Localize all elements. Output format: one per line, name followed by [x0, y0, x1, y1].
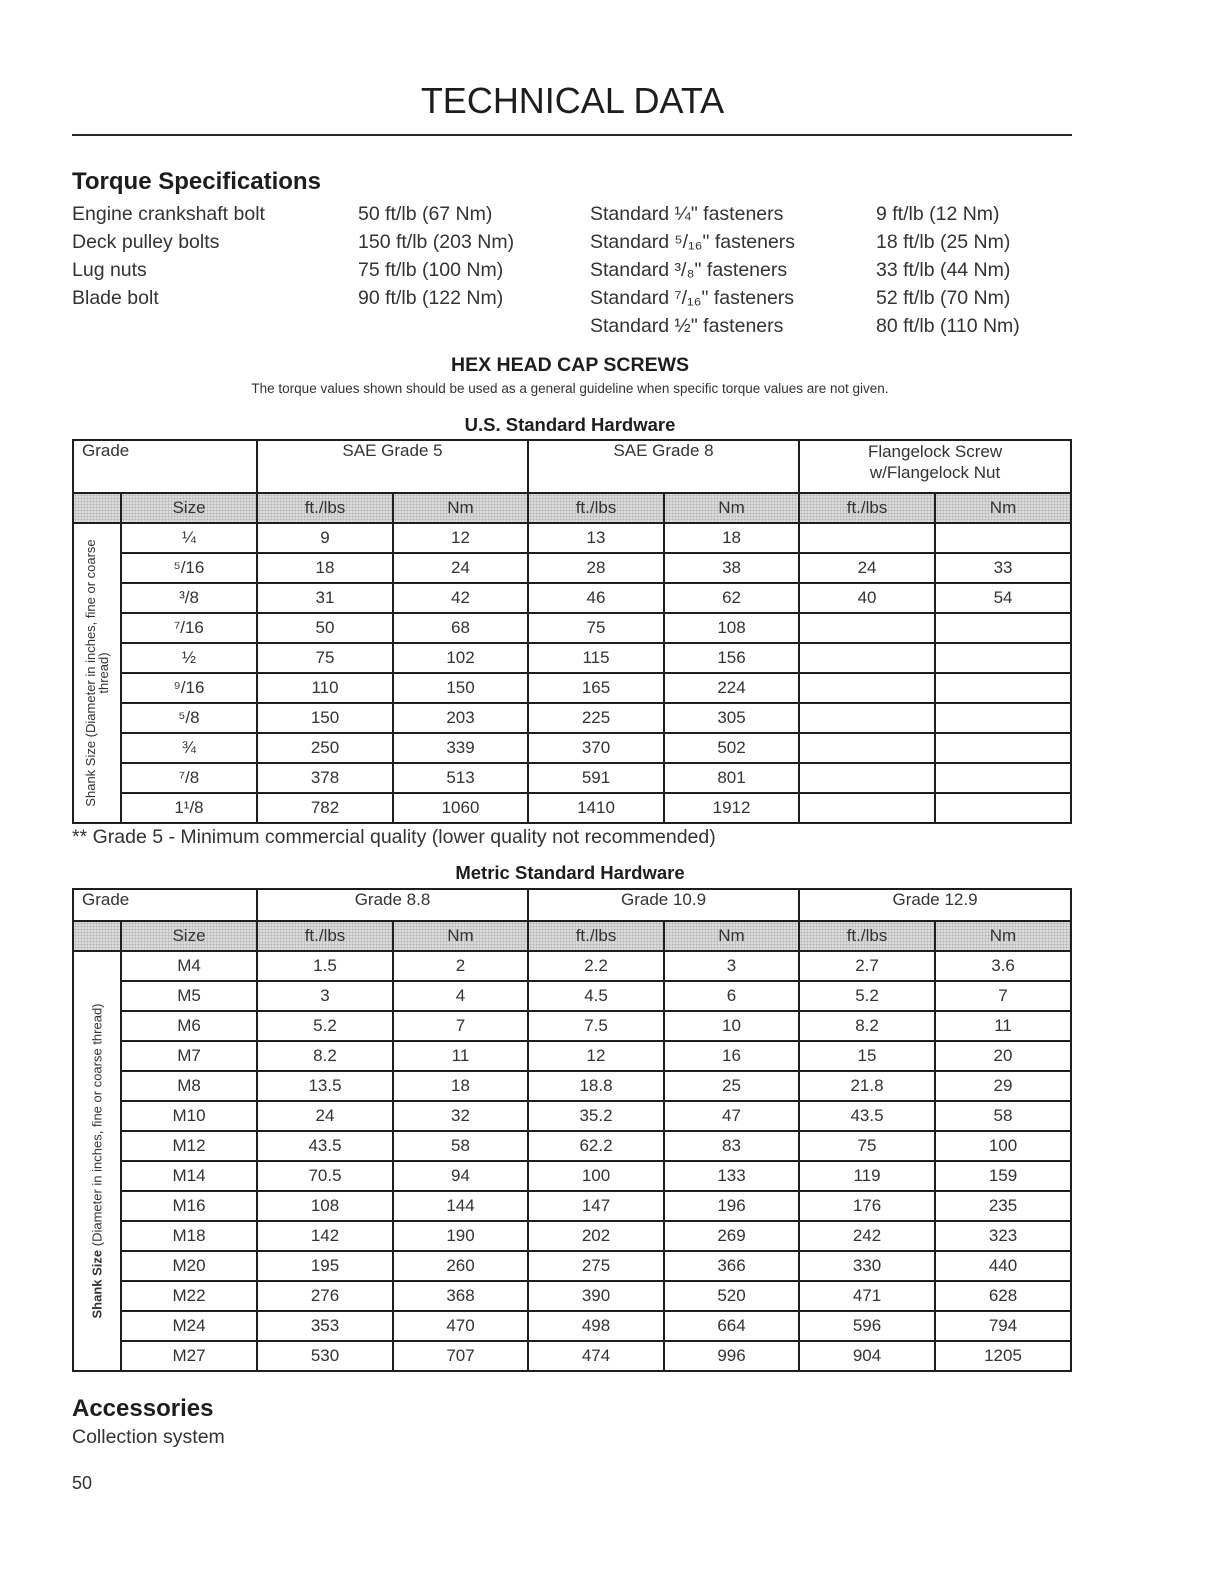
value-cell: 83	[664, 1131, 799, 1161]
size-cell: ⁷/16	[121, 613, 257, 643]
table-row	[73, 1071, 1071, 1101]
value-cell: 15	[799, 1041, 935, 1071]
us-table-heading: U.S. Standard Hardware	[464, 414, 676, 435]
table-row	[73, 1281, 1071, 1311]
torque-value: 18 ft/lb (25 Nm)	[876, 231, 1011, 253]
unit-header: Nm	[935, 921, 1071, 951]
grade-header: Grade 12.9	[799, 889, 1071, 921]
value-cell: 100	[528, 1161, 664, 1191]
value-cell: 11	[935, 1011, 1071, 1041]
size-cell: ¾	[121, 733, 257, 763]
value-cell: 144	[393, 1191, 528, 1221]
value-cell: 9	[257, 523, 393, 553]
value-cell	[799, 793, 935, 823]
value-cell: 2.2	[528, 951, 664, 981]
value-cell: 40	[799, 583, 935, 613]
value-cell: 305	[664, 703, 799, 733]
value-cell: 520	[664, 1281, 799, 1311]
value-cell: 1912	[664, 793, 799, 823]
grade-header: SAE Grade 5	[257, 440, 528, 493]
value-cell: 18	[257, 553, 393, 583]
value-cell: 47	[664, 1101, 799, 1131]
value-cell: 108	[257, 1191, 393, 1221]
unit-header: ft./lbs	[528, 493, 664, 523]
page-title: TECHNICAL DATA	[420, 80, 725, 121]
value-cell: 1.5	[257, 951, 393, 981]
torque-left-values	[358, 200, 514, 312]
torque-value: 9 ft/lb (12 Nm)	[876, 203, 1000, 225]
value-cell: 147	[528, 1191, 664, 1221]
size-cell: ⁹/16	[121, 673, 257, 703]
size-header: Size	[121, 493, 257, 523]
shank-size-label	[73, 951, 121, 1371]
value-cell: 102	[393, 643, 528, 673]
value-cell: 250	[257, 733, 393, 763]
metric-standard-table	[72, 888, 1072, 1372]
size-cell: M7	[121, 1041, 257, 1071]
accessory-item: Collection system	[72, 1426, 225, 1448]
shank-size-text	[91, 1003, 104, 1318]
torque-label: Standard ⁵/₁₆" fasteners	[590, 231, 796, 253]
hex-note: The torque values shown should be used as a general guideline when specific torque values are not given.	[251, 381, 889, 396]
torque-left-labels	[72, 200, 265, 312]
value-cell: 202	[528, 1221, 664, 1251]
value-cell: 339	[393, 733, 528, 763]
value-cell: 62	[664, 583, 799, 613]
unit-header: Nm	[664, 493, 799, 523]
value-cell: 3	[664, 951, 799, 981]
table-row	[73, 583, 1071, 613]
value-cell: 664	[664, 1311, 799, 1341]
unit-header: ft./lbs	[799, 921, 935, 951]
value-cell: 11	[393, 1041, 528, 1071]
value-cell: 8.2	[257, 1041, 393, 1071]
table-row	[73, 1251, 1071, 1281]
value-cell: 150	[393, 673, 528, 703]
page-number: 50	[72, 1473, 93, 1493]
size-cell: M6	[121, 1011, 257, 1041]
value-cell: 35.2	[528, 1101, 664, 1131]
value-cell	[935, 643, 1071, 673]
torque-right-values	[876, 200, 1020, 340]
unit-header: ft./lbs	[257, 921, 393, 951]
size-cell: M16	[121, 1191, 257, 1221]
unit-header: Nm	[935, 493, 1071, 523]
table-row	[73, 553, 1071, 583]
value-cell	[935, 793, 1071, 823]
value-cell: 190	[393, 1221, 528, 1251]
torque-value: 50 ft/lb (67 Nm)	[358, 203, 493, 225]
value-cell: 801	[664, 763, 799, 793]
value-cell: 591	[528, 763, 664, 793]
value-cell: 471	[799, 1281, 935, 1311]
value-cell: 4	[393, 981, 528, 1011]
table-row	[73, 1011, 1071, 1041]
value-cell: 29	[935, 1071, 1071, 1101]
value-cell: 58	[393, 1131, 528, 1161]
value-cell: 42	[393, 583, 528, 613]
shank-size-rest: (Diameter in inches, fine or coarse thread)	[89, 1003, 105, 1250]
value-cell: 6	[664, 981, 799, 1011]
value-cell: 242	[799, 1221, 935, 1251]
value-cell: 75	[528, 613, 664, 643]
metric-table-heading: Metric Standard Hardware	[455, 862, 685, 883]
unit-header: Nm	[393, 921, 528, 951]
table-row	[73, 1161, 1071, 1191]
table-row	[73, 1311, 1071, 1341]
size-cell: M4	[121, 951, 257, 981]
value-cell: 366	[664, 1251, 799, 1281]
value-cell: 43.5	[257, 1131, 393, 1161]
value-cell: 18	[393, 1071, 528, 1101]
value-cell: 782	[257, 793, 393, 823]
value-cell	[799, 703, 935, 733]
torque-heading: Torque Specifications	[72, 168, 321, 195]
value-cell: 75	[799, 1131, 935, 1161]
units-header-row	[73, 493, 1071, 523]
value-cell: 25	[664, 1071, 799, 1101]
unit-header: Nm	[393, 493, 528, 523]
value-cell: 133	[664, 1161, 799, 1191]
size-cell: ½	[121, 643, 257, 673]
corner-cell	[73, 921, 121, 951]
value-cell	[935, 613, 1071, 643]
table-row	[73, 733, 1071, 763]
value-cell: 794	[935, 1311, 1071, 1341]
grade-header: Grade 8.8	[257, 889, 528, 921]
unit-header: ft./lbs	[257, 493, 393, 523]
value-cell: 21.8	[799, 1071, 935, 1101]
value-cell: 100	[935, 1131, 1071, 1161]
table-row	[73, 613, 1071, 643]
value-cell: 904	[799, 1341, 935, 1371]
size-cell: M20	[121, 1251, 257, 1281]
value-cell: 224	[664, 673, 799, 703]
table-row	[73, 763, 1071, 793]
value-cell	[935, 523, 1071, 553]
value-cell: 203	[393, 703, 528, 733]
unit-header: ft./lbs	[799, 493, 935, 523]
value-cell	[799, 763, 935, 793]
torque-label: Deck pulley bolts	[72, 231, 220, 253]
value-cell: 70.5	[257, 1161, 393, 1191]
torque-label: Standard ³/₈" fasteners	[590, 259, 788, 281]
table-row	[73, 523, 1071, 553]
units-header-row	[73, 921, 1071, 951]
value-cell: 390	[528, 1281, 664, 1311]
value-cell: 12	[393, 523, 528, 553]
value-cell: 368	[393, 1281, 528, 1311]
table-row	[73, 703, 1071, 733]
value-cell: 7.5	[528, 1011, 664, 1041]
grade-label: Grade	[73, 889, 257, 921]
value-cell: 159	[935, 1161, 1071, 1191]
value-cell: 2	[393, 951, 528, 981]
value-cell	[799, 613, 935, 643]
value-cell: 24	[257, 1101, 393, 1131]
value-cell: 142	[257, 1221, 393, 1251]
value-cell: 1060	[393, 793, 528, 823]
grade-header-row	[73, 889, 1071, 921]
value-cell	[935, 763, 1071, 793]
grade-header	[799, 440, 1071, 493]
value-cell	[799, 523, 935, 553]
value-cell	[799, 673, 935, 703]
value-cell: 46	[528, 583, 664, 613]
value-cell: 18.8	[528, 1071, 664, 1101]
shank-size-bold: Shank Size	[89, 1249, 105, 1319]
table-row	[73, 1131, 1071, 1161]
value-cell: 275	[528, 1251, 664, 1281]
grade-header: SAE Grade 8	[528, 440, 799, 493]
value-cell: 225	[528, 703, 664, 733]
value-cell: 16	[664, 1041, 799, 1071]
size-cell: ⁵/8	[121, 703, 257, 733]
size-cell: M22	[121, 1281, 257, 1311]
size-cell: ⁵/16	[121, 553, 257, 583]
value-cell: 5.2	[799, 981, 935, 1011]
value-cell: 707	[393, 1341, 528, 1371]
value-cell: 4.5	[528, 981, 664, 1011]
torque-label: Lug nuts	[72, 259, 147, 281]
size-cell: M5	[121, 981, 257, 1011]
value-cell: 330	[799, 1251, 935, 1281]
value-cell: 596	[799, 1311, 935, 1341]
value-cell	[799, 733, 935, 763]
value-cell: 28	[528, 553, 664, 583]
table-row	[73, 1221, 1071, 1251]
value-cell: 2.7	[799, 951, 935, 981]
value-cell: 195	[257, 1251, 393, 1281]
value-cell: 996	[664, 1341, 799, 1371]
value-cell: 353	[257, 1311, 393, 1341]
torque-label: Standard ½" fasteners	[590, 315, 784, 337]
value-cell: 13	[528, 523, 664, 553]
value-cell: 3	[257, 981, 393, 1011]
value-cell: 370	[528, 733, 664, 763]
torque-label: Standard ⁷/₁₆" fasteners	[590, 287, 795, 309]
torque-right-labels	[590, 200, 795, 340]
unit-header: Nm	[664, 921, 799, 951]
value-cell: 75	[257, 643, 393, 673]
value-cell: 54	[935, 583, 1071, 613]
value-cell: 440	[935, 1251, 1071, 1281]
value-cell: 115	[528, 643, 664, 673]
torque-value: 80 ft/lb (110 Nm)	[876, 315, 1020, 337]
size-cell: M10	[121, 1101, 257, 1131]
value-cell: 43.5	[799, 1101, 935, 1131]
value-cell: 119	[799, 1161, 935, 1191]
table-row	[73, 1101, 1071, 1131]
table-row	[73, 1191, 1071, 1221]
shank-size-text: Shank Size (Diameter in inches, fine or coarse thread)	[83, 539, 111, 807]
value-cell: 502	[664, 733, 799, 763]
table-row	[73, 643, 1071, 673]
value-cell: 1205	[935, 1341, 1071, 1371]
value-cell: 24	[799, 553, 935, 583]
torque-value: 75 ft/lb (100 Nm)	[358, 259, 504, 281]
size-cell: M8	[121, 1071, 257, 1101]
value-cell: 24	[393, 553, 528, 583]
value-cell: 110	[257, 673, 393, 703]
value-cell: 3.6	[935, 951, 1071, 981]
value-cell: 628	[935, 1281, 1071, 1311]
hex-heading: HEX HEAD CAP SCREWS	[450, 354, 689, 376]
value-cell: 94	[393, 1161, 528, 1191]
grade-header-row	[73, 440, 1071, 493]
value-cell: 7	[393, 1011, 528, 1041]
torque-label: Engine crankshaft bolt	[72, 203, 265, 225]
value-cell: 8.2	[799, 1011, 935, 1041]
value-cell: 260	[393, 1251, 528, 1281]
value-cell: 269	[664, 1221, 799, 1251]
table-row	[73, 793, 1071, 823]
value-cell	[935, 733, 1071, 763]
size-cell: M12	[121, 1131, 257, 1161]
value-cell: 498	[528, 1311, 664, 1341]
torque-value: 52 ft/lb (70 Nm)	[876, 287, 1011, 309]
value-cell: 7	[935, 981, 1071, 1011]
value-cell: 50	[257, 613, 393, 643]
value-cell	[935, 703, 1071, 733]
value-cell: 323	[935, 1221, 1071, 1251]
unit-header: ft./lbs	[528, 921, 664, 951]
value-cell: 470	[393, 1311, 528, 1341]
value-cell: 378	[257, 763, 393, 793]
title-rule	[72, 134, 1072, 136]
value-cell: 276	[257, 1281, 393, 1311]
value-cell: 1410	[528, 793, 664, 823]
value-cell: 196	[664, 1191, 799, 1221]
value-cell: 18	[664, 523, 799, 553]
size-cell: ³/8	[121, 583, 257, 613]
size-header: Size	[121, 921, 257, 951]
value-cell: 235	[935, 1191, 1071, 1221]
table-row	[73, 1341, 1071, 1371]
value-cell: 62.2	[528, 1131, 664, 1161]
value-cell: 58	[935, 1101, 1071, 1131]
us-standard-table	[72, 439, 1072, 824]
value-cell: 474	[528, 1341, 664, 1371]
torque-value: 150 ft/lb (203 Nm)	[358, 231, 515, 253]
grade-header-text: Flangelock Screw w/Flangelock Nut	[867, 442, 1003, 482]
size-cell: M27	[121, 1341, 257, 1371]
value-cell: 12	[528, 1041, 664, 1071]
value-cell: 108	[664, 613, 799, 643]
accessories-heading: Accessories	[72, 1395, 214, 1422]
table-row	[73, 673, 1071, 703]
size-cell: 1¹/8	[121, 793, 257, 823]
size-cell: ⁷/8	[121, 763, 257, 793]
value-cell: 156	[664, 643, 799, 673]
value-cell: 20	[935, 1041, 1071, 1071]
value-cell	[799, 643, 935, 673]
table-row	[73, 981, 1071, 1011]
table-row	[73, 1041, 1071, 1071]
torque-label: Standard ¼" fasteners	[590, 203, 784, 225]
value-cell: 32	[393, 1101, 528, 1131]
size-cell: M24	[121, 1311, 257, 1341]
grade-header: Grade 10.9	[528, 889, 799, 921]
value-cell: 150	[257, 703, 393, 733]
value-cell: 31	[257, 583, 393, 613]
value-cell: 5.2	[257, 1011, 393, 1041]
value-cell: 513	[393, 763, 528, 793]
value-cell: 68	[393, 613, 528, 643]
value-cell: 13.5	[257, 1071, 393, 1101]
value-cell: 530	[257, 1341, 393, 1371]
grade-label: Grade	[73, 440, 257, 493]
torque-value: 90 ft/lb (122 Nm)	[358, 287, 504, 309]
size-cell: M14	[121, 1161, 257, 1191]
value-cell: 33	[935, 553, 1071, 583]
corner-cell	[73, 493, 121, 523]
torque-value: 33 ft/lb (44 Nm)	[876, 259, 1011, 281]
size-cell: M18	[121, 1221, 257, 1251]
shank-size-label	[73, 523, 121, 823]
value-cell: 165	[528, 673, 664, 703]
value-cell: 176	[799, 1191, 935, 1221]
torque-label: Blade bolt	[72, 287, 159, 309]
size-cell: ¼	[121, 523, 257, 553]
table-row	[73, 951, 1071, 981]
value-cell: 10	[664, 1011, 799, 1041]
value-cell	[935, 673, 1071, 703]
value-cell: 38	[664, 553, 799, 583]
grade-footnote: ** Grade 5 - Minimum commercial quality (lower quality not recommended)	[72, 826, 716, 848]
